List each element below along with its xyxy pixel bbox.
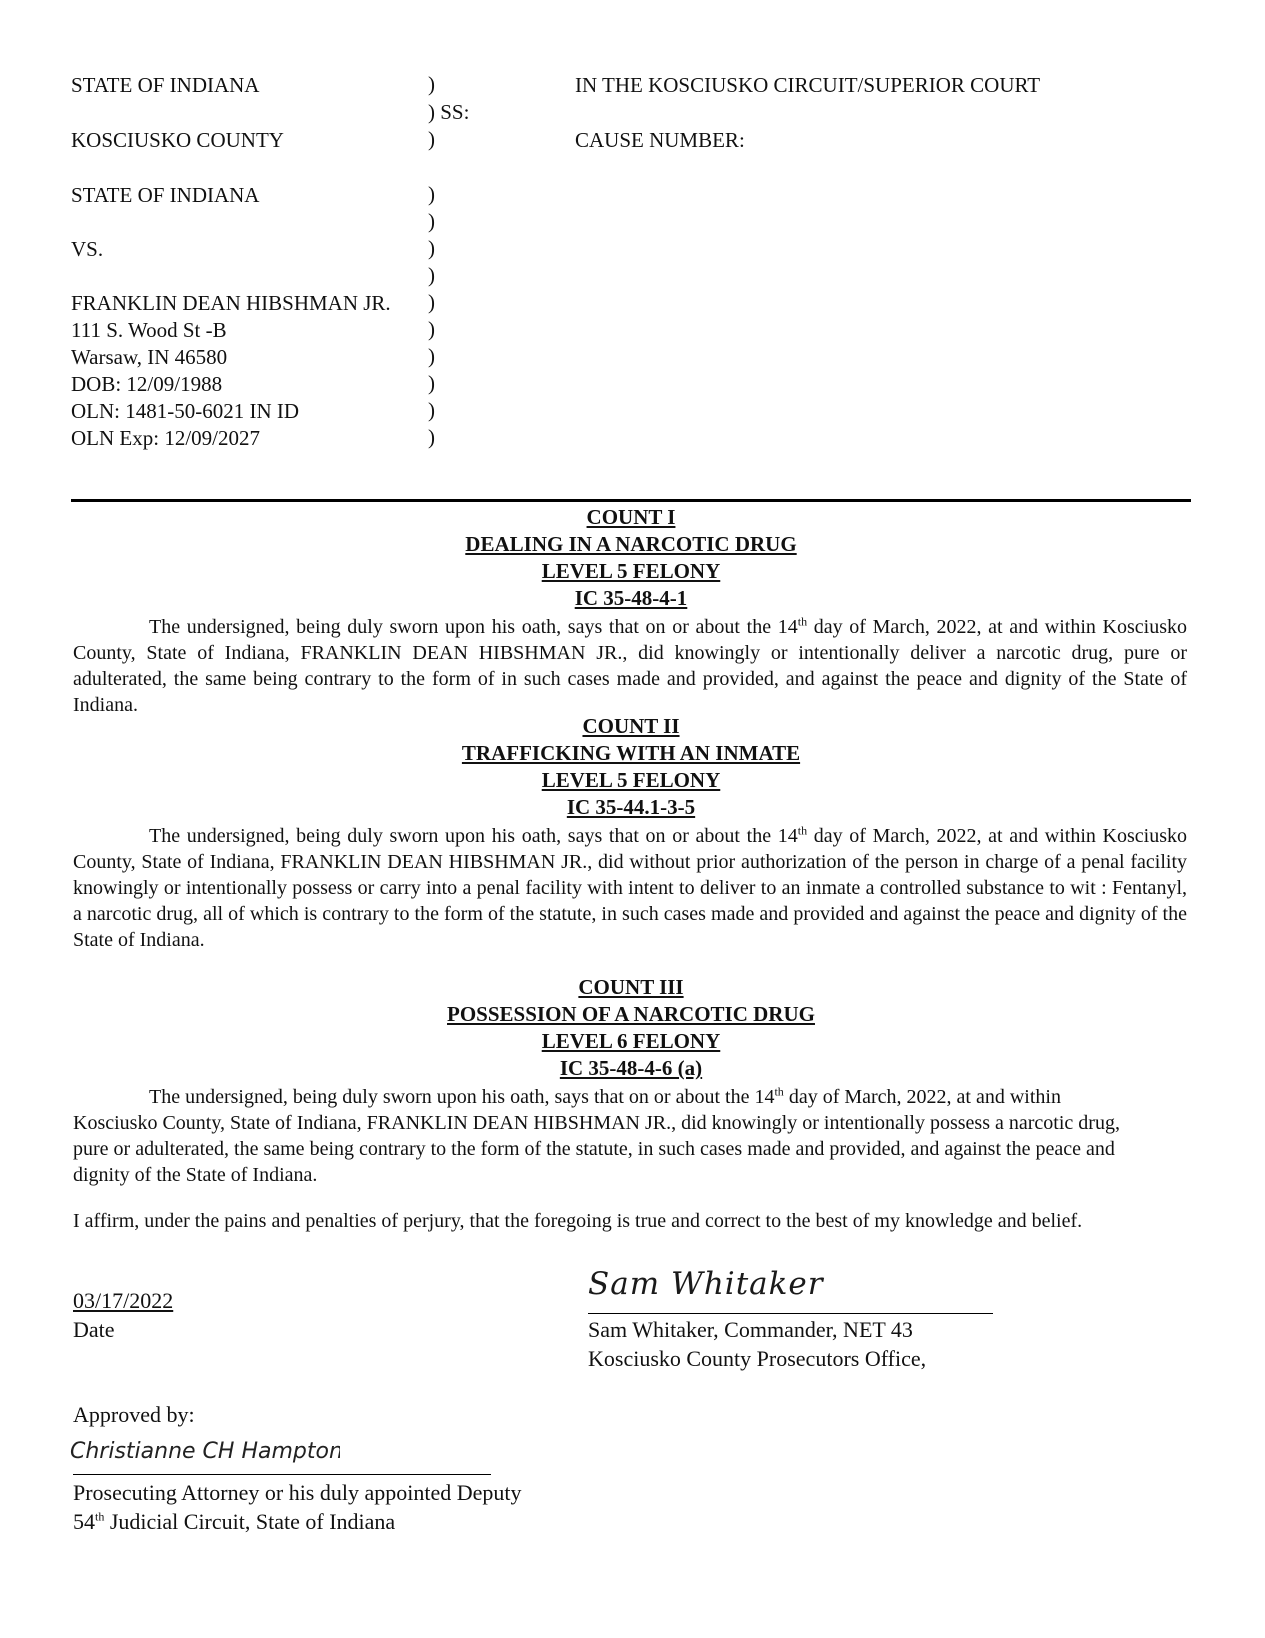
caption-paren: ) (428, 371, 435, 395)
count-body-text: The undersigned, being duly sworn upon his oath, says that on or about the 14 (149, 1086, 775, 1108)
count-body-text: The undersigned, being duly sworn upon his oath, says that on or about the 14 (149, 616, 798, 638)
caption-paren: ) (428, 317, 435, 341)
ordinal-suffix: th (797, 823, 808, 838)
signature-line (588, 1313, 993, 1314)
count-statute: IC 35-48-4-1 (574, 586, 688, 610)
circuit-text: Judicial Circuit, State of Indiana (104, 1509, 396, 1534)
signature-handwriting: Christianne CH Hampton (70, 1439, 340, 1464)
ordinal-suffix: th (774, 1084, 784, 1099)
caption-divider (71, 499, 1191, 502)
count-level: LEVEL 5 FELONY (541, 559, 721, 583)
count-3-body (73, 1084, 1143, 1188)
caption-paren: ) (428, 209, 435, 233)
signature-date: 03/17/2022 (73, 1288, 174, 1313)
count-body-text: day of March, 2022, at and within Kosciusko County, State of Indiana, FRANKLIN DEAN HIBSHMAN JR., did knowingly or intentionally deliver a narcotic drug, pure or adulterated, the same being contrary to the form of in such cases made and provided, and against the peace and dignity of the State of Indiana. (73, 616, 1187, 716)
count-title: COUNT II (582, 714, 680, 738)
approval-signature-line (73, 1474, 491, 1475)
signer-office: Kosciusko County Prosecutors Office, (588, 1346, 927, 1371)
cause-number-label: CAUSE NUMBER: (575, 128, 745, 152)
affirmation-statement: I affirm, under the pains and penalties of perjury, that the foregoing is true and correct to the best of my knowledge and belief. (73, 1210, 1083, 1232)
prosecuting-attorney-title: Prosecuting Attorney or his duly appointed Deputy (73, 1480, 522, 1505)
defendant-oln-exp: OLN Exp: 12/09/2027 (71, 426, 260, 450)
approved-by-label: Approved by: (73, 1402, 195, 1427)
count-level: LEVEL 6 FELONY (541, 1029, 721, 1053)
signer-name-title: Sam Whitaker, Commander, NET 43 (588, 1317, 913, 1342)
count-statute: IC 35-48-4-6 (a) (559, 1056, 703, 1080)
ordinal-suffix: th (797, 614, 808, 629)
count-title: COUNT III (578, 975, 684, 999)
count-2-heading (71, 713, 1191, 821)
ordinal-suffix: th (95, 1509, 105, 1524)
count-charge: DEALING IN A NARCOTIC DRUG (465, 532, 797, 556)
caption-paren: ) (428, 182, 435, 206)
caption-paren: ) (428, 127, 435, 151)
caption-paren: ) (428, 236, 435, 260)
count-level: LEVEL 5 FELONY (541, 768, 721, 792)
signature-handwriting: Sam Whitaker (588, 1266, 824, 1302)
caption-paren: ) (428, 263, 435, 287)
caption-paren: ) (428, 398, 435, 422)
count-title: COUNT I (586, 505, 676, 529)
count-body-text: The undersigned, being duly sworn upon his oath, says that on or about the 14 (149, 825, 798, 847)
judicial-circuit-line (73, 1507, 395, 1536)
caption-paren: ) (428, 290, 435, 314)
signature-prosecutor (70, 1430, 340, 1475)
defendant-dob: DOB: 12/09/1988 (71, 372, 223, 396)
count-2-body (73, 823, 1187, 953)
count-1-body (73, 614, 1187, 718)
defendant-oln: OLN: 1481-50-6021 IN ID (71, 399, 300, 423)
caption-paren: ) (428, 72, 435, 96)
defendant-address-line2: Warsaw, IN 46580 (71, 345, 228, 369)
circuit-number: 54 (73, 1509, 95, 1534)
county-header: KOSCIUSKO COUNTY (71, 128, 284, 152)
count-charge: POSSESSION OF A NARCOTIC DRUG (447, 1002, 815, 1026)
count-charge: TRAFFICKING WITH AN INMATE (461, 741, 801, 765)
count-body-text: day of March, 2022, at and within Kosciusko County, State of Indiana, FRANKLIN DEAN HIBSHMAN JR., did knowingly or intentionally possess a narcotic drug, pure or adulterated, the same being contrary to the form of the statute, in such cases made and provided, and against the peace and dignity of the State of Indiana. (73, 1086, 1120, 1186)
count-body-text: day of March, 2022, at and within Kosciusko County, State of Indiana, FRANKLIN DEAN HIBSHMAN JR., did without prior authorization of the person in charge of a penal facility knowingly or intentionally possess or carry into a penal facility with intent to deliver to an inmate a controlled substance to wit : Fentanyl, a narcotic drug, all of which is contrary to the form of the statute, in such cases made and provided and against the peace and dignity of the State of Indiana. (73, 825, 1187, 951)
versus-label: VS. (71, 237, 104, 261)
court-name: IN THE KOSCIUSKO CIRCUIT/SUPERIOR COURT (575, 73, 1041, 97)
defendant-address-line1: 111 S. Wood St -B (71, 318, 227, 342)
signature-sam-whitaker (588, 1262, 848, 1311)
caption-paren: ) (428, 425, 435, 449)
plaintiff-name: STATE OF INDIANA (71, 183, 260, 207)
date-label: Date (73, 1317, 115, 1342)
count-1-heading (71, 504, 1191, 612)
caption-paren: ) (428, 344, 435, 368)
state-of-indiana-header: STATE OF INDIANA (71, 73, 260, 97)
ss-marker: ) SS: (428, 100, 470, 124)
count-statute: IC 35-44.1-3-5 (566, 795, 696, 819)
count-3-heading (71, 974, 1191, 1082)
defendant-name: FRANKLIN DEAN HIBSHMAN JR. (71, 291, 391, 315)
